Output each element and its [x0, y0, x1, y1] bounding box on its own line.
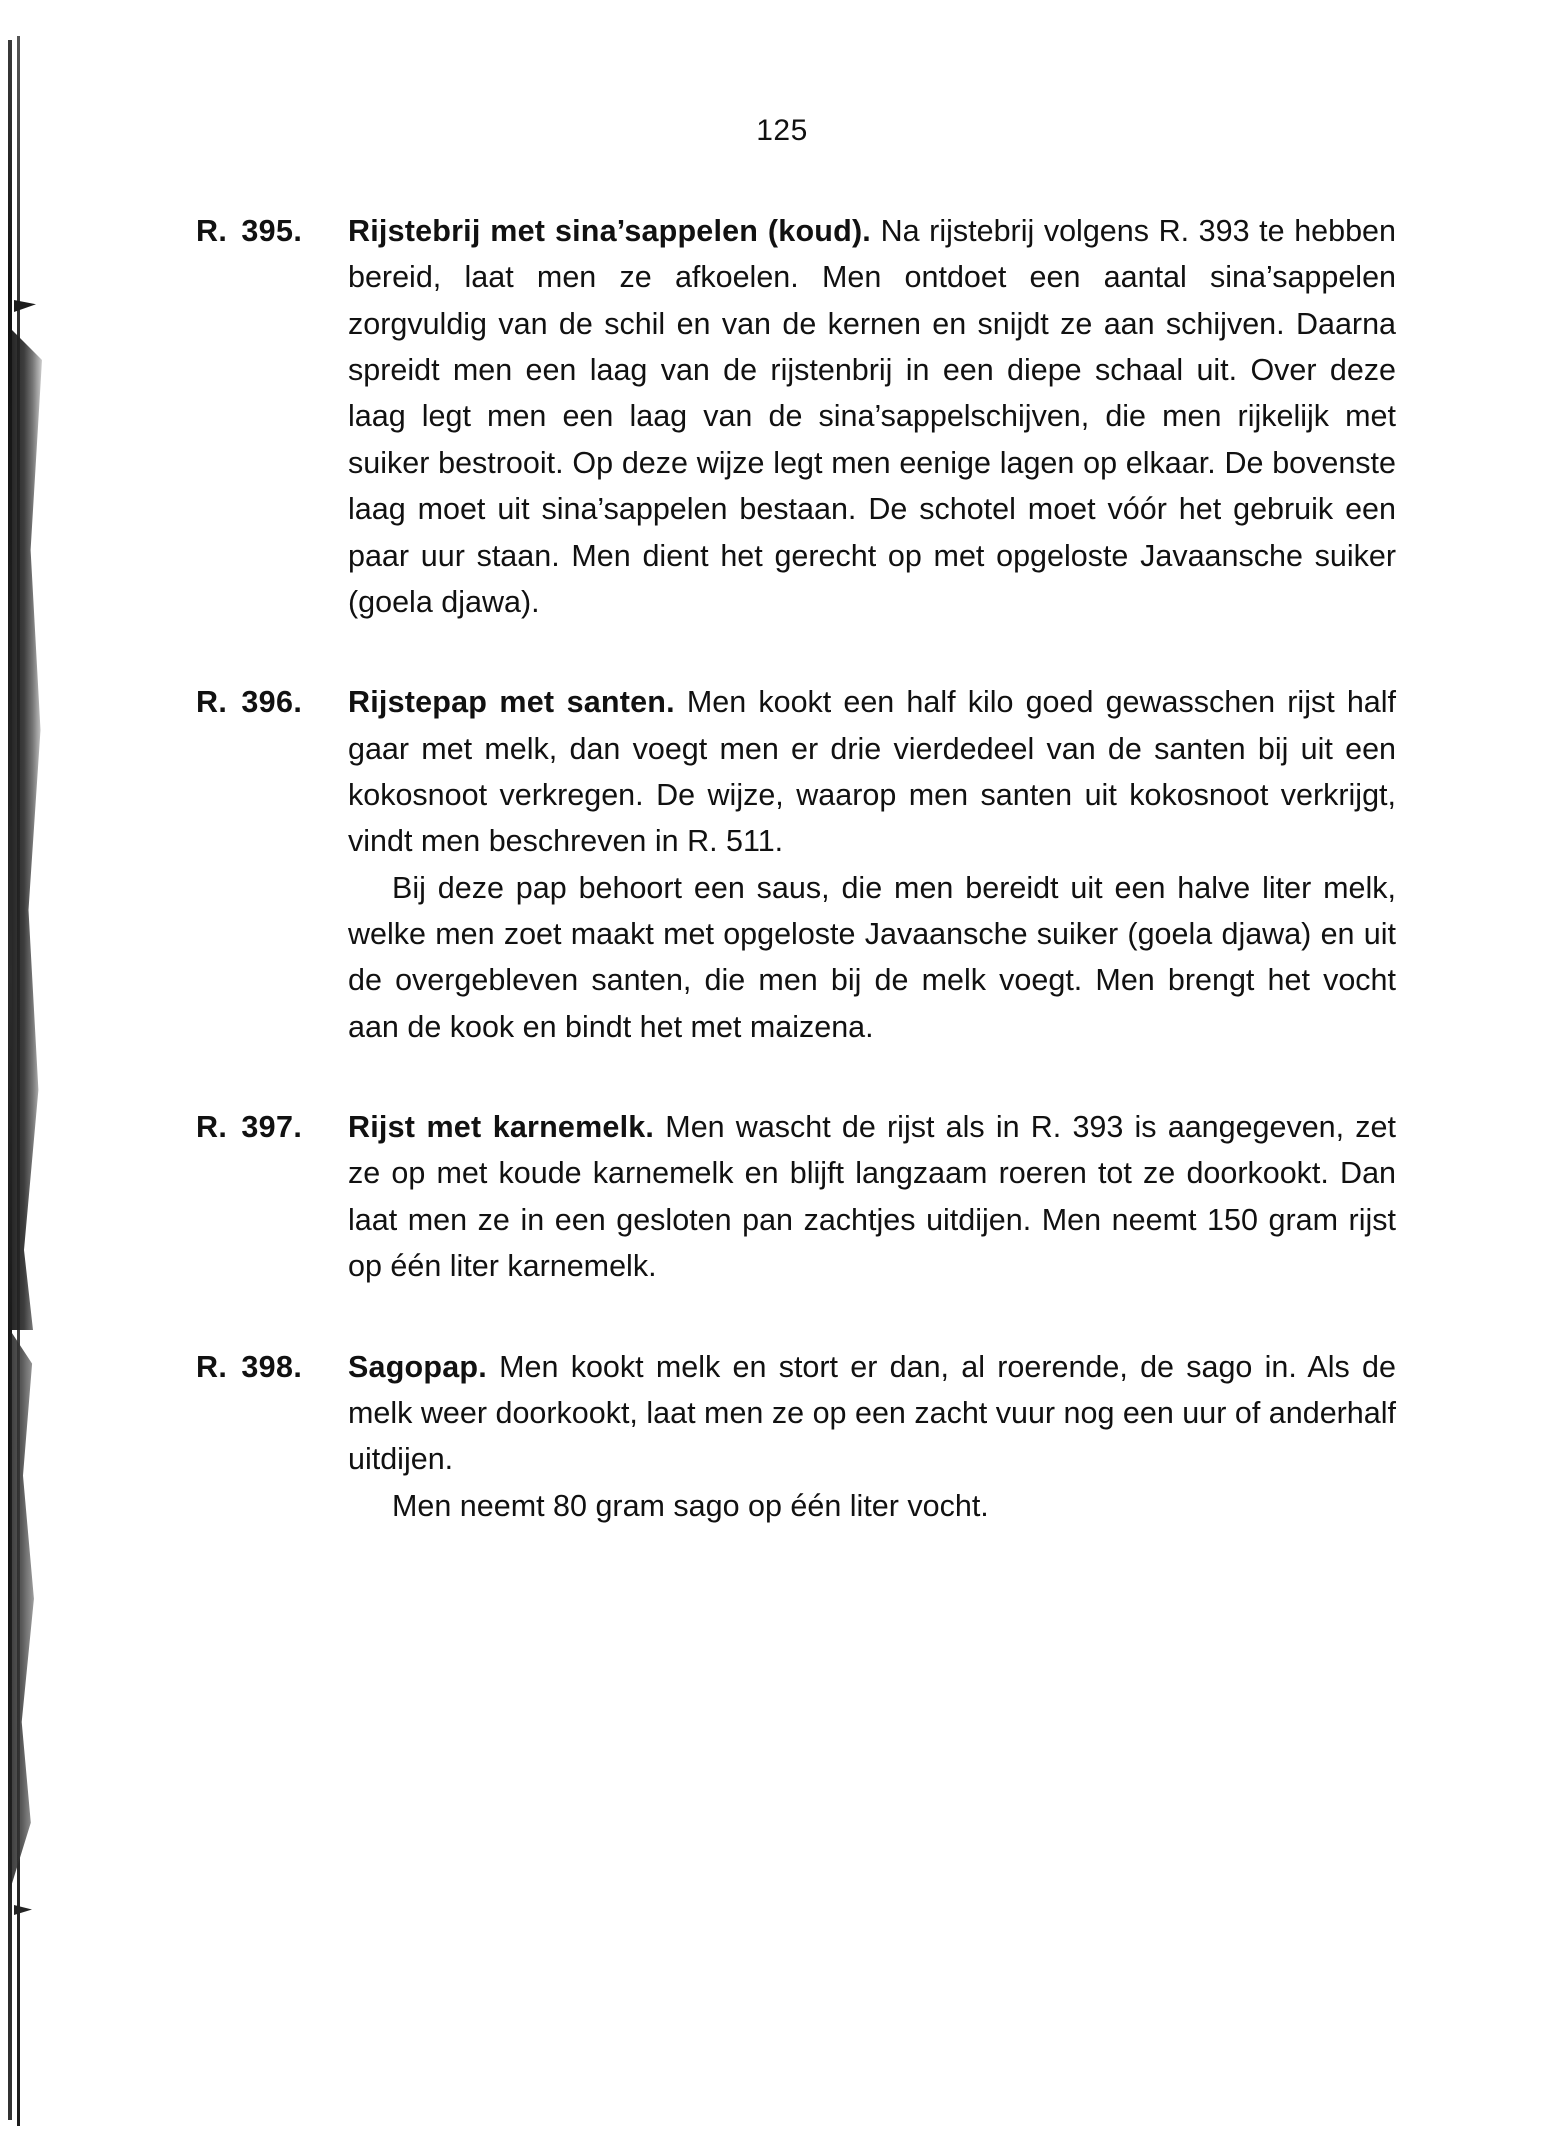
recipe-title: Sagopap.: [348, 1349, 487, 1384]
recipe-text: [196, 1104, 1396, 1289]
recipe-marker: [196, 1104, 344, 1150]
recipe-marker-prefix: R.: [196, 214, 228, 248]
recipe-entry: [196, 208, 1396, 625]
recipe-marker: [196, 1344, 344, 1390]
page-number: 125: [756, 114, 808, 147]
recipe-paragraph-text: Men wascht de rijst als in R. 393 is aangegeven, zet ze op met koude karnemelk en blijft langzaam roeren tot ze doorkookt. Dan laat men ze in een gesloten pan zachtjes uitdijen. Men neemt 150 gram rijst op één liter karnemelk.: [348, 1110, 1396, 1284]
recipe-paragraph-text: Men kookt een half kilo goed gewasschen rijst half gaar met melk, dan voegt men er drie vierdedeel van de santen bij uit een kokosnoot verkregen. De wijze, waarop men santen uit kokosnoot verkrijgt, vindt men beschreven in R. 511.: [348, 685, 1396, 859]
recipe-title: Rijstepap met santen.: [348, 685, 675, 720]
recipe-paragraph-text: Na rijstebrij volgens R. 393 te hebben bereid, laat men ze afkoelen. Men ontdoet een aantal sina’sappelen zorgvuldig van de schil en van de kernen en snijdt ze aan schijven. Daarna spreidt men een laag van de rijstenbrij in een diepe schaal uit. Over deze laag legt men een laag van de sina’sappelschijven, die men rijkelijk met suiker bestrooit. Op deze wijze legt men eenige lagen op elkaar. De bovenste laag moet uit sina’sappelen bestaan. De schotel moet vóór het gebruik een paar uur staan. Men dient het gerecht op met opgeloste Javaansche suiker (goela djawa).: [348, 214, 1396, 619]
recipe-marker-prefix: R.: [196, 1349, 228, 1384]
recipe-entry: [196, 679, 1396, 1050]
recipe-entry: [196, 1344, 1396, 1529]
recipe-paragraph: [348, 208, 1396, 625]
recipe-paragraph-text: Men kookt melk en stort er dan, al roerende, de sago in. Als de melk weer doorkookt, laat men ze op een zacht vuur nog een uur of anderhalf uitdijen.: [348, 1349, 1396, 1477]
recipe-marker-number: 395.: [241, 214, 303, 248]
recipe-paragraph: [348, 1344, 1396, 1483]
recipe-paragraph: Men neemt 80 gram sago op één liter vocht.: [392, 1488, 989, 1523]
recipe-title: Rijst met karnemelk.: [348, 1110, 655, 1145]
recipe-text: [196, 1344, 1396, 1529]
recipe-title: Rijstebrij met sina’sappelen (koud).: [348, 214, 871, 248]
recipe-entry: [196, 1104, 1396, 1289]
recipe-marker-number: 398.: [241, 1349, 303, 1384]
recipe-marker-number: 396.: [241, 685, 303, 720]
recipe-text: [196, 679, 1396, 1050]
recipe-marker-number: 397.: [241, 1110, 303, 1145]
recipe-paragraph: Bij deze pap behoort een saus, die men bereidt uit een halve liter melk, welke men zoet maakt met opgeloste Javaansche suiker (goela djawa) en uit de overgebleven santen, die men bij de melk voegt. Men brengt het vocht aan de kook en bindt het met maizena.: [348, 870, 1396, 1044]
recipe-marker-prefix: R.: [196, 1110, 228, 1145]
recipe-marker: [196, 679, 344, 725]
page-body: [196, 208, 1396, 1529]
recipe-paragraph: [348, 1104, 1396, 1289]
recipe-text: [196, 208, 1396, 625]
recipe-paragraph: [348, 679, 1396, 864]
recipe-marker-prefix: R.: [196, 685, 228, 720]
recipe-marker: [196, 208, 344, 254]
